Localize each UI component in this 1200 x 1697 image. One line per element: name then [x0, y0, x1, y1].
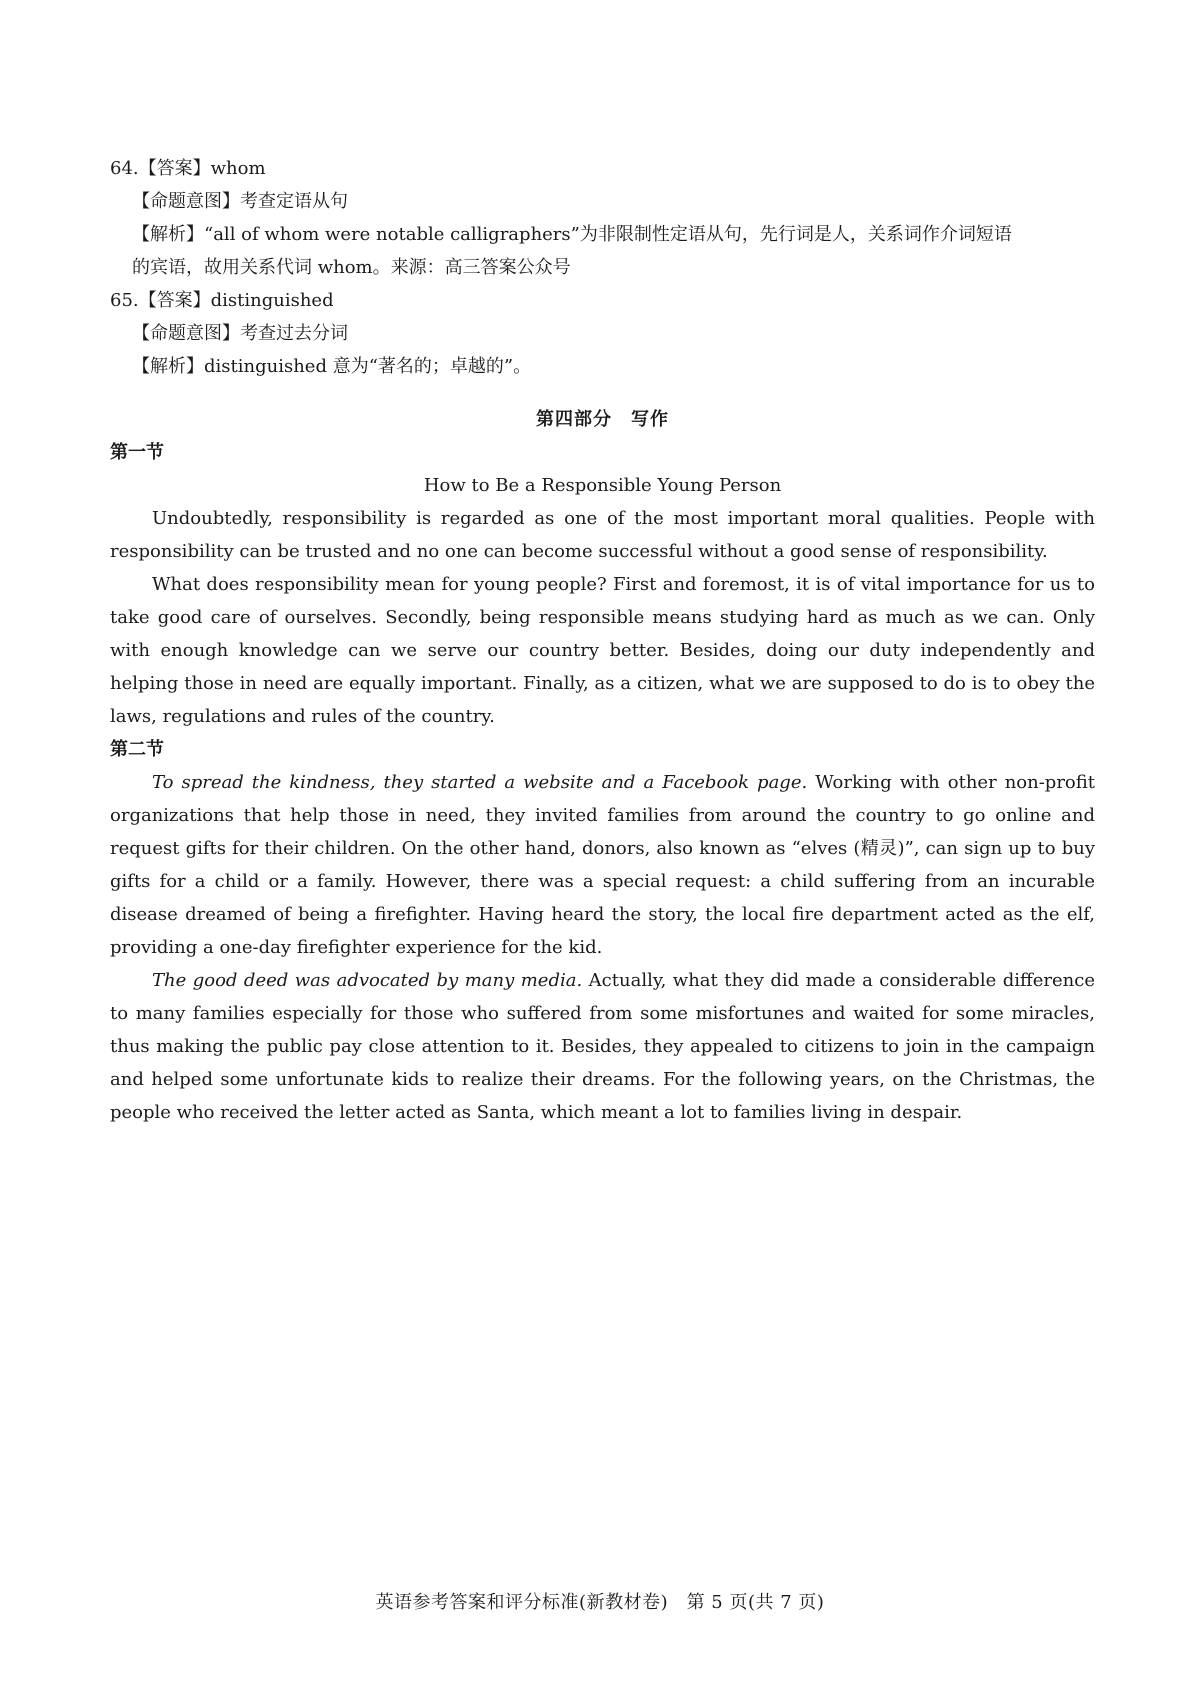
section2-label: 第二节 — [110, 739, 164, 760]
essay-paragraph-2: What does responsibility mean for young people? First and foremost, it is of vital importance for us to take good care of ourselves. Secondly, being responsible means studying hard as much as we can. Only with enough knowledge can we serve our country better. Besides, doing our duty independently and helping those in need are equally important. Finally, as a citizen, what we are supposed to do is to obey the laws, regulations and rules of the country. — [110, 574, 1095, 727]
continuation-paragraph-2 — [110, 964, 1095, 1129]
essay-paragraph-1: Undoubtedly, responsibility is regarded as one of the most important moral qualities. People with responsibility can be trusted and no one can become successful without a good sense of responsibility. — [110, 508, 1095, 562]
essay-title: How to Be a Responsible Young Person — [423, 475, 782, 496]
q65-answer: 65.【答案】distinguished — [110, 290, 334, 311]
continuation-paragraph-1-lead: To spread the kindness, they started a website and a Facebook page. — [152, 772, 808, 793]
continuation-paragraph-1-body: Working with other non-profit organizations that help those in need, they invited families from around the country to go online and request gifts for their children. On the other hand, donors, also known as “elves (精灵)”, can sign up to buy gifts for a child or a family. However, there was a special request: a child suffering from an incurable disease dreamed of being a firefighter. Having heard the story, the local fire department acted as the elf, providing a one-day firefighter experience for the kid. — [110, 772, 1095, 958]
continuation-paragraph-2-body: Actually, what they did made a considerable difference to many families especially for those who suffered from some misfortunes and waited for some miracles, thus making the public pay close attention to it. Besides, they appealed to citizens to join in the campaign and helped some unfortunate kids to realize their dreams. For the following years, on the Christmas, the people who received the letter acted as Santa, which meant a lot to families living in despair. — [110, 970, 1096, 1123]
part4-heading: 第四部分 写作 — [536, 409, 669, 430]
q64-intent: 【命题意图】考查定语从句 — [132, 191, 348, 212]
continuation-paragraph-2-lead: The good deed was advocated by many media. — [152, 970, 583, 991]
continuation-paragraph-1 — [110, 766, 1095, 964]
page-content — [110, 152, 1095, 1129]
section1-label: 第一节 — [110, 442, 164, 463]
page-footer: 英语参考答案和评分标准(新教材卷) 第 5 页(共 7 页) — [375, 1592, 825, 1613]
q64-analysis-line2: 的宾语，故用关系代词 whom。来源：高三答案公众号 — [132, 257, 571, 278]
q64-analysis-line1: 【解析】“all of whom were notable calligraphers”为非限制性定语从句，先行词是人，关系词作介词短语 — [132, 224, 1012, 245]
q65-intent: 【命题意图】考查过去分词 — [132, 323, 348, 344]
q64-answer: 64.【答案】whom — [110, 158, 266, 179]
q65-analysis: 【解析】distinguished 意为“著名的；卓越的”。 — [132, 356, 532, 377]
